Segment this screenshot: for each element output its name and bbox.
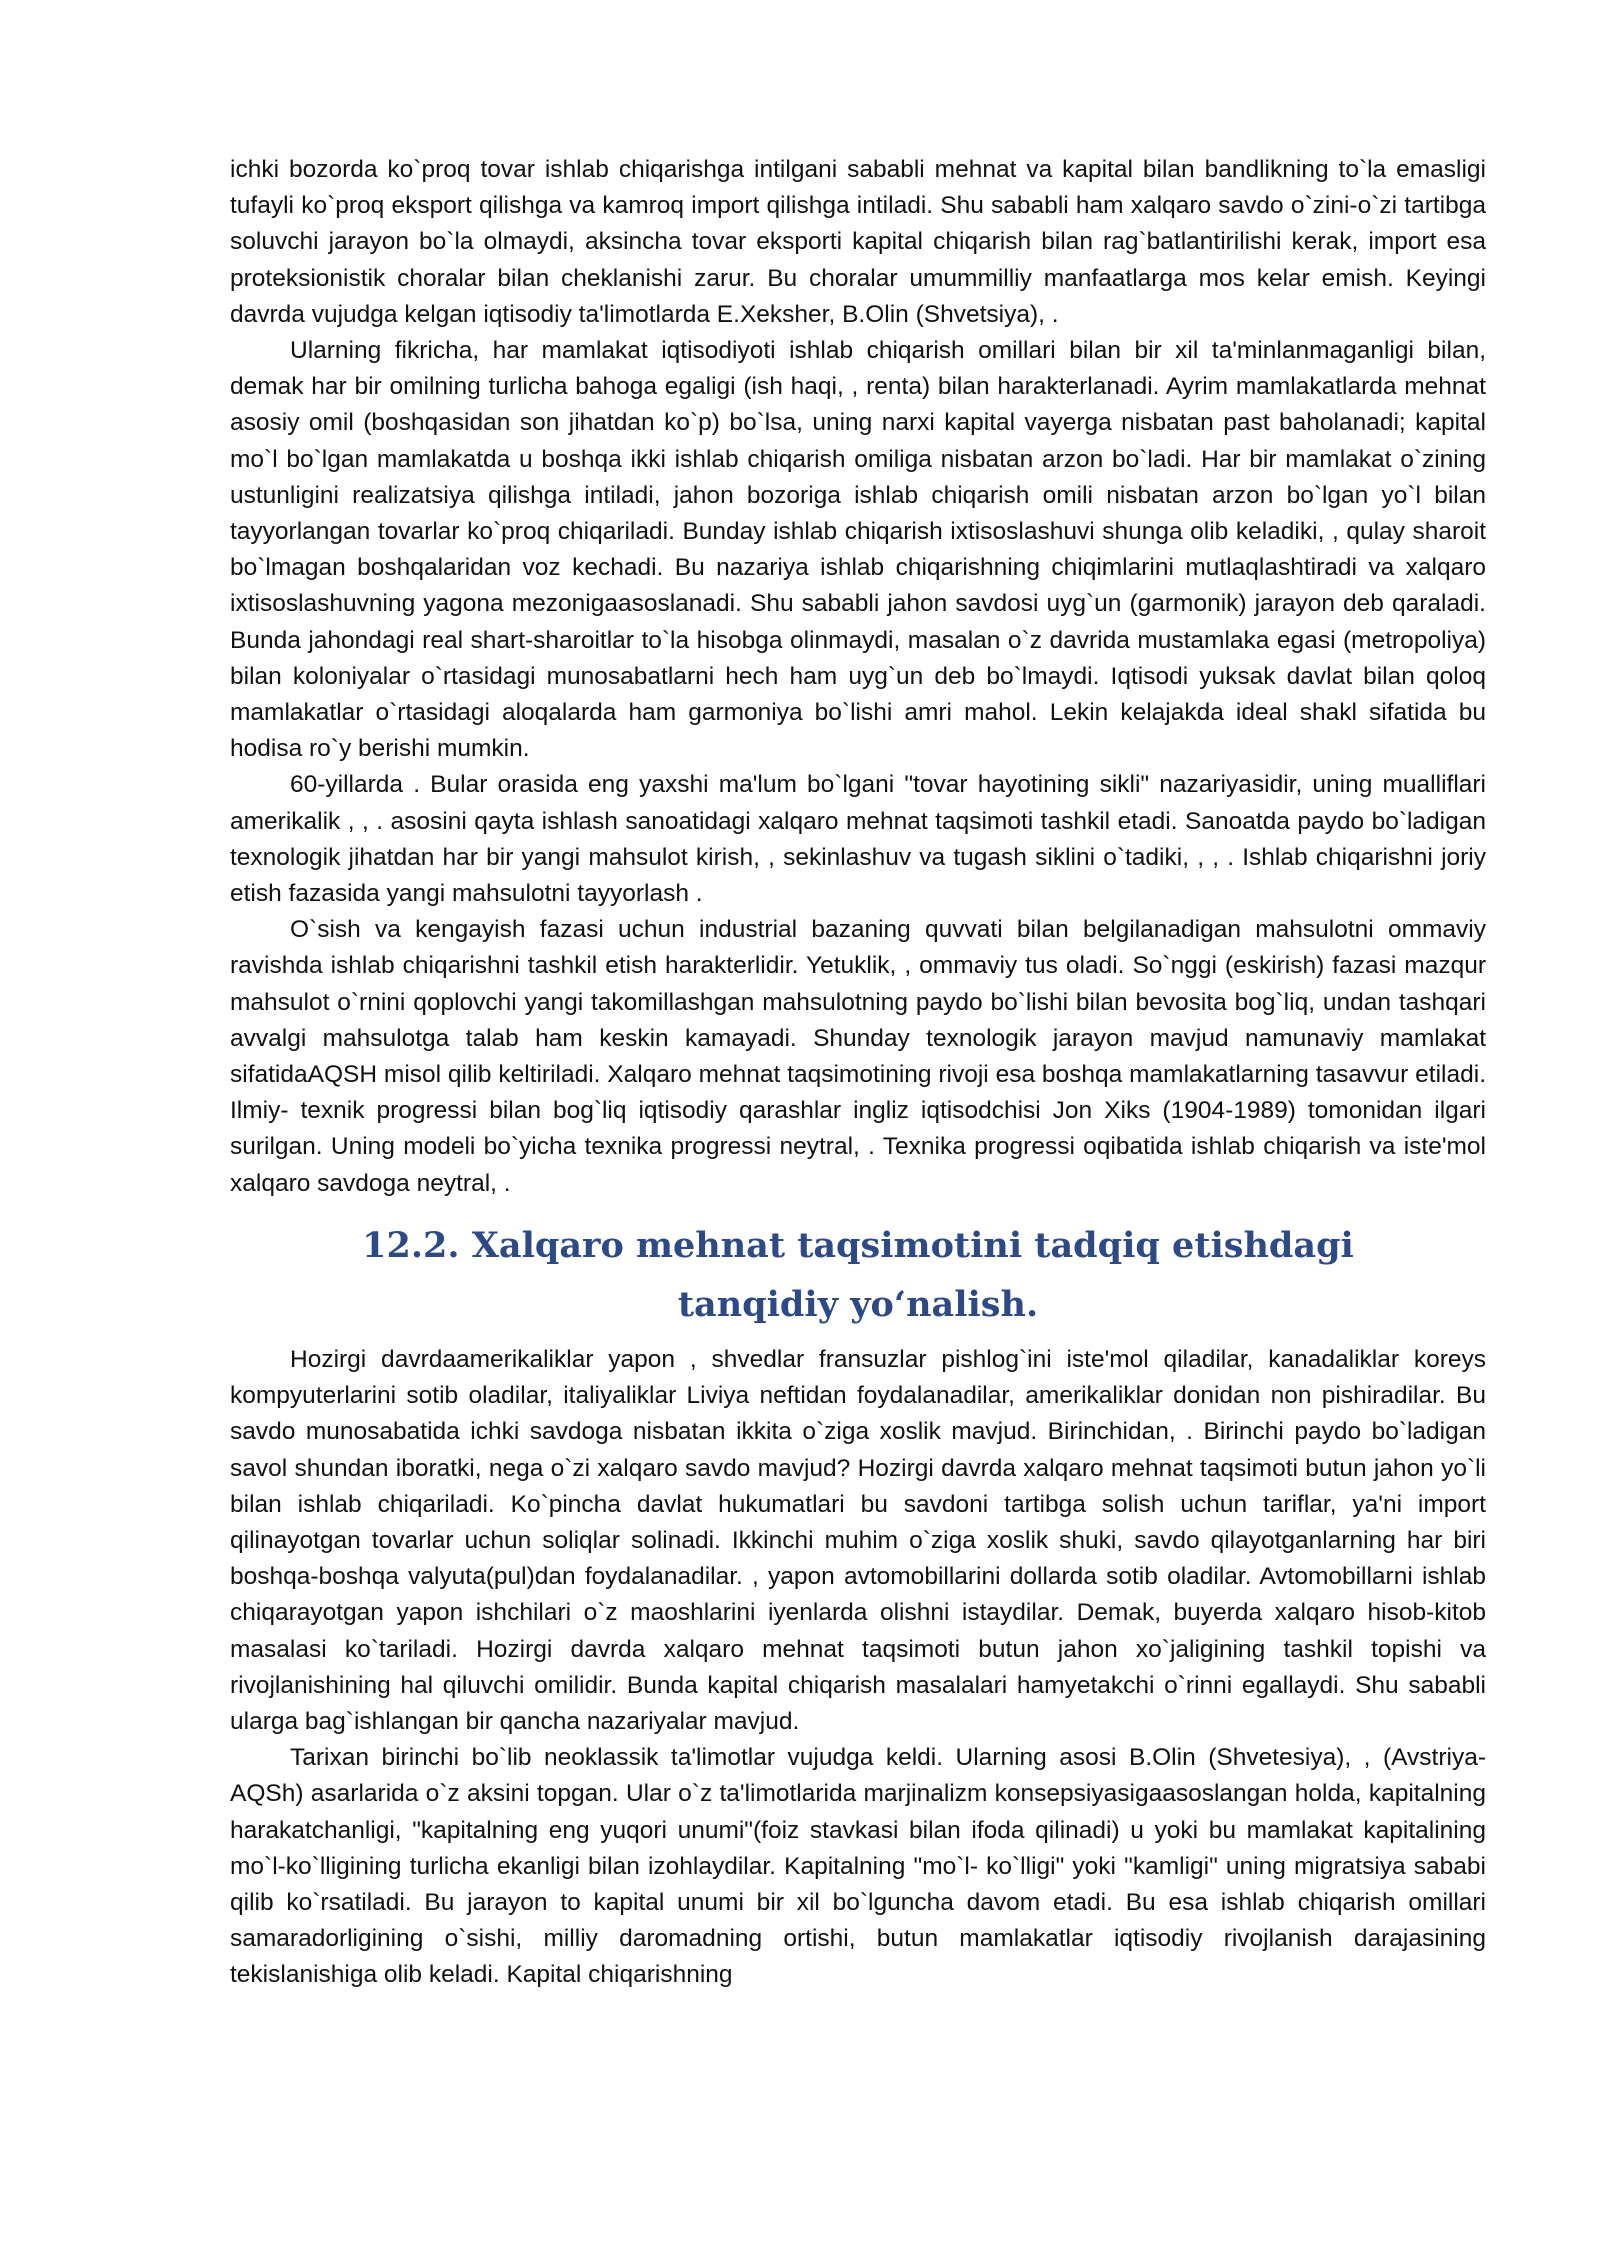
paragraph-4: O`sish va kengayish fazasi uchun industrial bazaning quvvati bilan belgilanadigan mahsulotni ommaviy ravishda ishlab chiqarishni tashkil etish harakterlidir. Yetuklik, , ommaviy tus oladi. So`nggi (eskirish) fazasi mazqur mahsulot o`rnini qoplovchi yangi takomillashgan mahsulotning paydo bo`lishi bilan bevosita bog`liq, undan tashqari avvalgi mahsulotga talab ham keskin kamayadi. Shunday texnologik jarayon mavjud namunaviy mamlakat sifatidaAQSH misol qilib keltiriladi. Xalqaro mehnat taqsimotining rivoji esa boshqa mamlakatlarning tasavvur etiladi. Ilmiy- texnik progressi bilan bog`liq iqtisodiy qarashlar ingliz iqtisodchisi Jon Xiks (1904-1989) tomonidan ilgari surilgan. Uning modeli bo`yicha texnika progressi neytral, . Texnika progressi oqibatida ishlab chiqarish va iste'mol xalqaro savdoga neytral, . <box>230 916 1486 1197</box>
section-heading: 12.2. Xalqaro mehnat taqsimotini tadqiq etishdagi tanqidiy yo‘nalish. <box>362 1224 1354 1325</box>
paragraph-3: 60-yillarda . Bular orasida eng yaxshi ma'lum bo`lgani "tovar hayotining sikli" nazariyasidir, uning mualliflari amerikalik , , . asosini qayta ishlash sanoatidagi xalqaro mehnat taqsimoti tashkil etadi. Sanoatda paydo bo`ladigan texnologik jihatdan har bir yangi mahsulot kirish, , sekinlashuv va tugash siklini o`tadiki, , , . Ishlab chiqarishni joriy etish fazasida yangi mahsulotni tayyorlash . <box>230 771 1486 908</box>
paragraph-2: Ularning fikricha, har mamlakat iqtisodiyoti ishlab chiqarish omillari bilan bir xil ta'minlanmaganligi bilan, demak har bir omilning turlicha bahoga egaligi (ish haqi, , renta) bilan harakterlanadi. Ayrim mamlakatlarda mehnat asosiy omil (boshqasidan son jihatdan ko`p) bo`lsa, uning narxi kapital vayerga nisbatan past baholanadi; kapital mo`l bo`lgan mamlakatda u boshqa ikki ishlab chiqarish omiliga nisbatan arzon bo`ladi. Har bir mamlakat o`zining ustunligini realizatsiya qilishga intiladi, jahon bozoriga ishlab chiqarish omili nisbatan arzon bo`lgan yo`l bilan tayyorlangan tovarlar ko`proq chiqariladi. Bunday ishlab chiqarish ixtisoslashuvi shunga olib keladiki, , qulay sharoit bo`lmagan boshqalaridan voz kechadi. Bu nazariya ishlab chiqarishning chiqimlarini mutlaqlashtiradi va xalqaro ixtisoslashuvning yagona mezonigaasoslanadi. Shu sababli jahon savdosi uyg`un (garmonik) jarayon deb qaraladi. Bunda jahondagi real shart-sharoitlar to`la hisobga olinmaydi, masalan o`z davrida mustamlaka egasi (metropoliya) bilan koloniyalar o`rtasidagi munosabatlarni hech ham uyg`un deb bo`lmaydi. Iqtisodi yuksak davlat bilan qoloq mamlakatlar o`rtasidagi aloqalarda ham garmoniya bo`lishi amri mahol. Lekin kelajakda ideal shakl sifatida bu hodisa ro`y berishi mumkin. <box>230 337 1486 763</box>
paragraph-1: ichki bozorda ko`proq tovar ishlab chiqarishga intilgani sababli mehnat va kapital bilan bandlikning to`la emasligi tufayli ko`proq eksport qilishga va kamroq import qilishga intiladi. Shu sababli ham xalqaro savdo o`zini-o`zi tartibga soluvchi jarayon bo`la olmaydi, aksincha tovar eksporti kapital chiqarish bilan rag`batlantirilishi kerak, import esa proteksionistik choralar bilan cheklanishi zarur. Bu choralar umummilliy manfaatlarga mos kelar emish. Keyingi davrda vujudga kelgan iqtisodiy ta'limotlarda E.Xeksher, B.Olin (Shvetsiya), . <box>230 156 1486 328</box>
paragraph-6: Tarixan birinchi bo`lib neoklassik ta'limotlar vujudga keldi. Ularning asosi B.Olin (Shvetesiya), , (Avstriya-AQSh) asarlarida o`z aksini topgan. Ular o`z ta'limotlarida marjinalizm konsepsiyasigaasoslangan holda, kapitalning harakatchanligi, "kapitalning eng yuqori unumi"(foiz stavkasi bilan ifoda qilinadi) u yoki bu mamlakat kapitalining mo`l-ko`lligining turlicha ekanligi bilan izohlaydilar. Kapitalning "mo`l- ko`lligi" yoki "kamligi" uning migratsiya sababi qilib ko`rsatiladi. Bu jarayon to kapital unumi bir xil bo`lguncha davom etadi. Bu esa ishlab chiqarish omillari samaradorligining o`sishi, milliy daromadning ortishi, butun mamlakatlar iqtisodiy rivojlanish darajasining tekislanishiga olib keladi. Kapital chiqarishning <box>230 1744 1486 1989</box>
document-page <box>230 152 1486 1994</box>
paragraph-5: Hozirgi davrdaamerikaliklar yapon , shvedlar fransuzlar pishlog`ini iste'mol qiladilar, kanadaliklar koreys kompyuterlarini sotib oladilar, italiyaliklar Liviya neftidan foydalanadilar, amerikaliklar donidan non pishiradilar. Bu savdo munosabatida ichki savdoga nisbatan ikkita o`ziga xoslik mavjud. Birinchidan, . Birinchi paydo bo`ladigan savol shundan iboratki, nega o`zi xalqaro savdo mavjud? Hozirgi davrda xalqaro mehnat taqsimoti butun jahon yo`li bilan ishlab chiqariladi. Ko`pincha davlat hukumatlari bu savdoni tartibga solish uchun tariflar, ya'ni import qilinayotgan tovarlar uchun soliqlar solinadi. Ikkinchi muhim o`ziga xoslik shuki, savdo qilayotganlarning har biri boshqa-boshqa valyuta(pul)dan foydalanadilar. , yapon avtomobillarini dollarda sotib oladilar. Avtomobillarni ishlab chiqarayotgan yapon ishchilari o`z maoshlarini iyenlarda olishni istaydilar. Demak, buyerda xalqaro hisob-kitob masalasi ko`tariladi. Hozirgi davrda xalqaro mehnat taqsimoti butun jahon xo`jaligining tashkil topishi va rivojlanishining hal qiluvchi omilidir. Bunda kapital chiqarish masalalari hamyetakchi o`rinni egallaydi. Shu sababli ularga bag`ishlangan bir qancha nazariyalar mavjud. <box>230 1345 1486 1735</box>
